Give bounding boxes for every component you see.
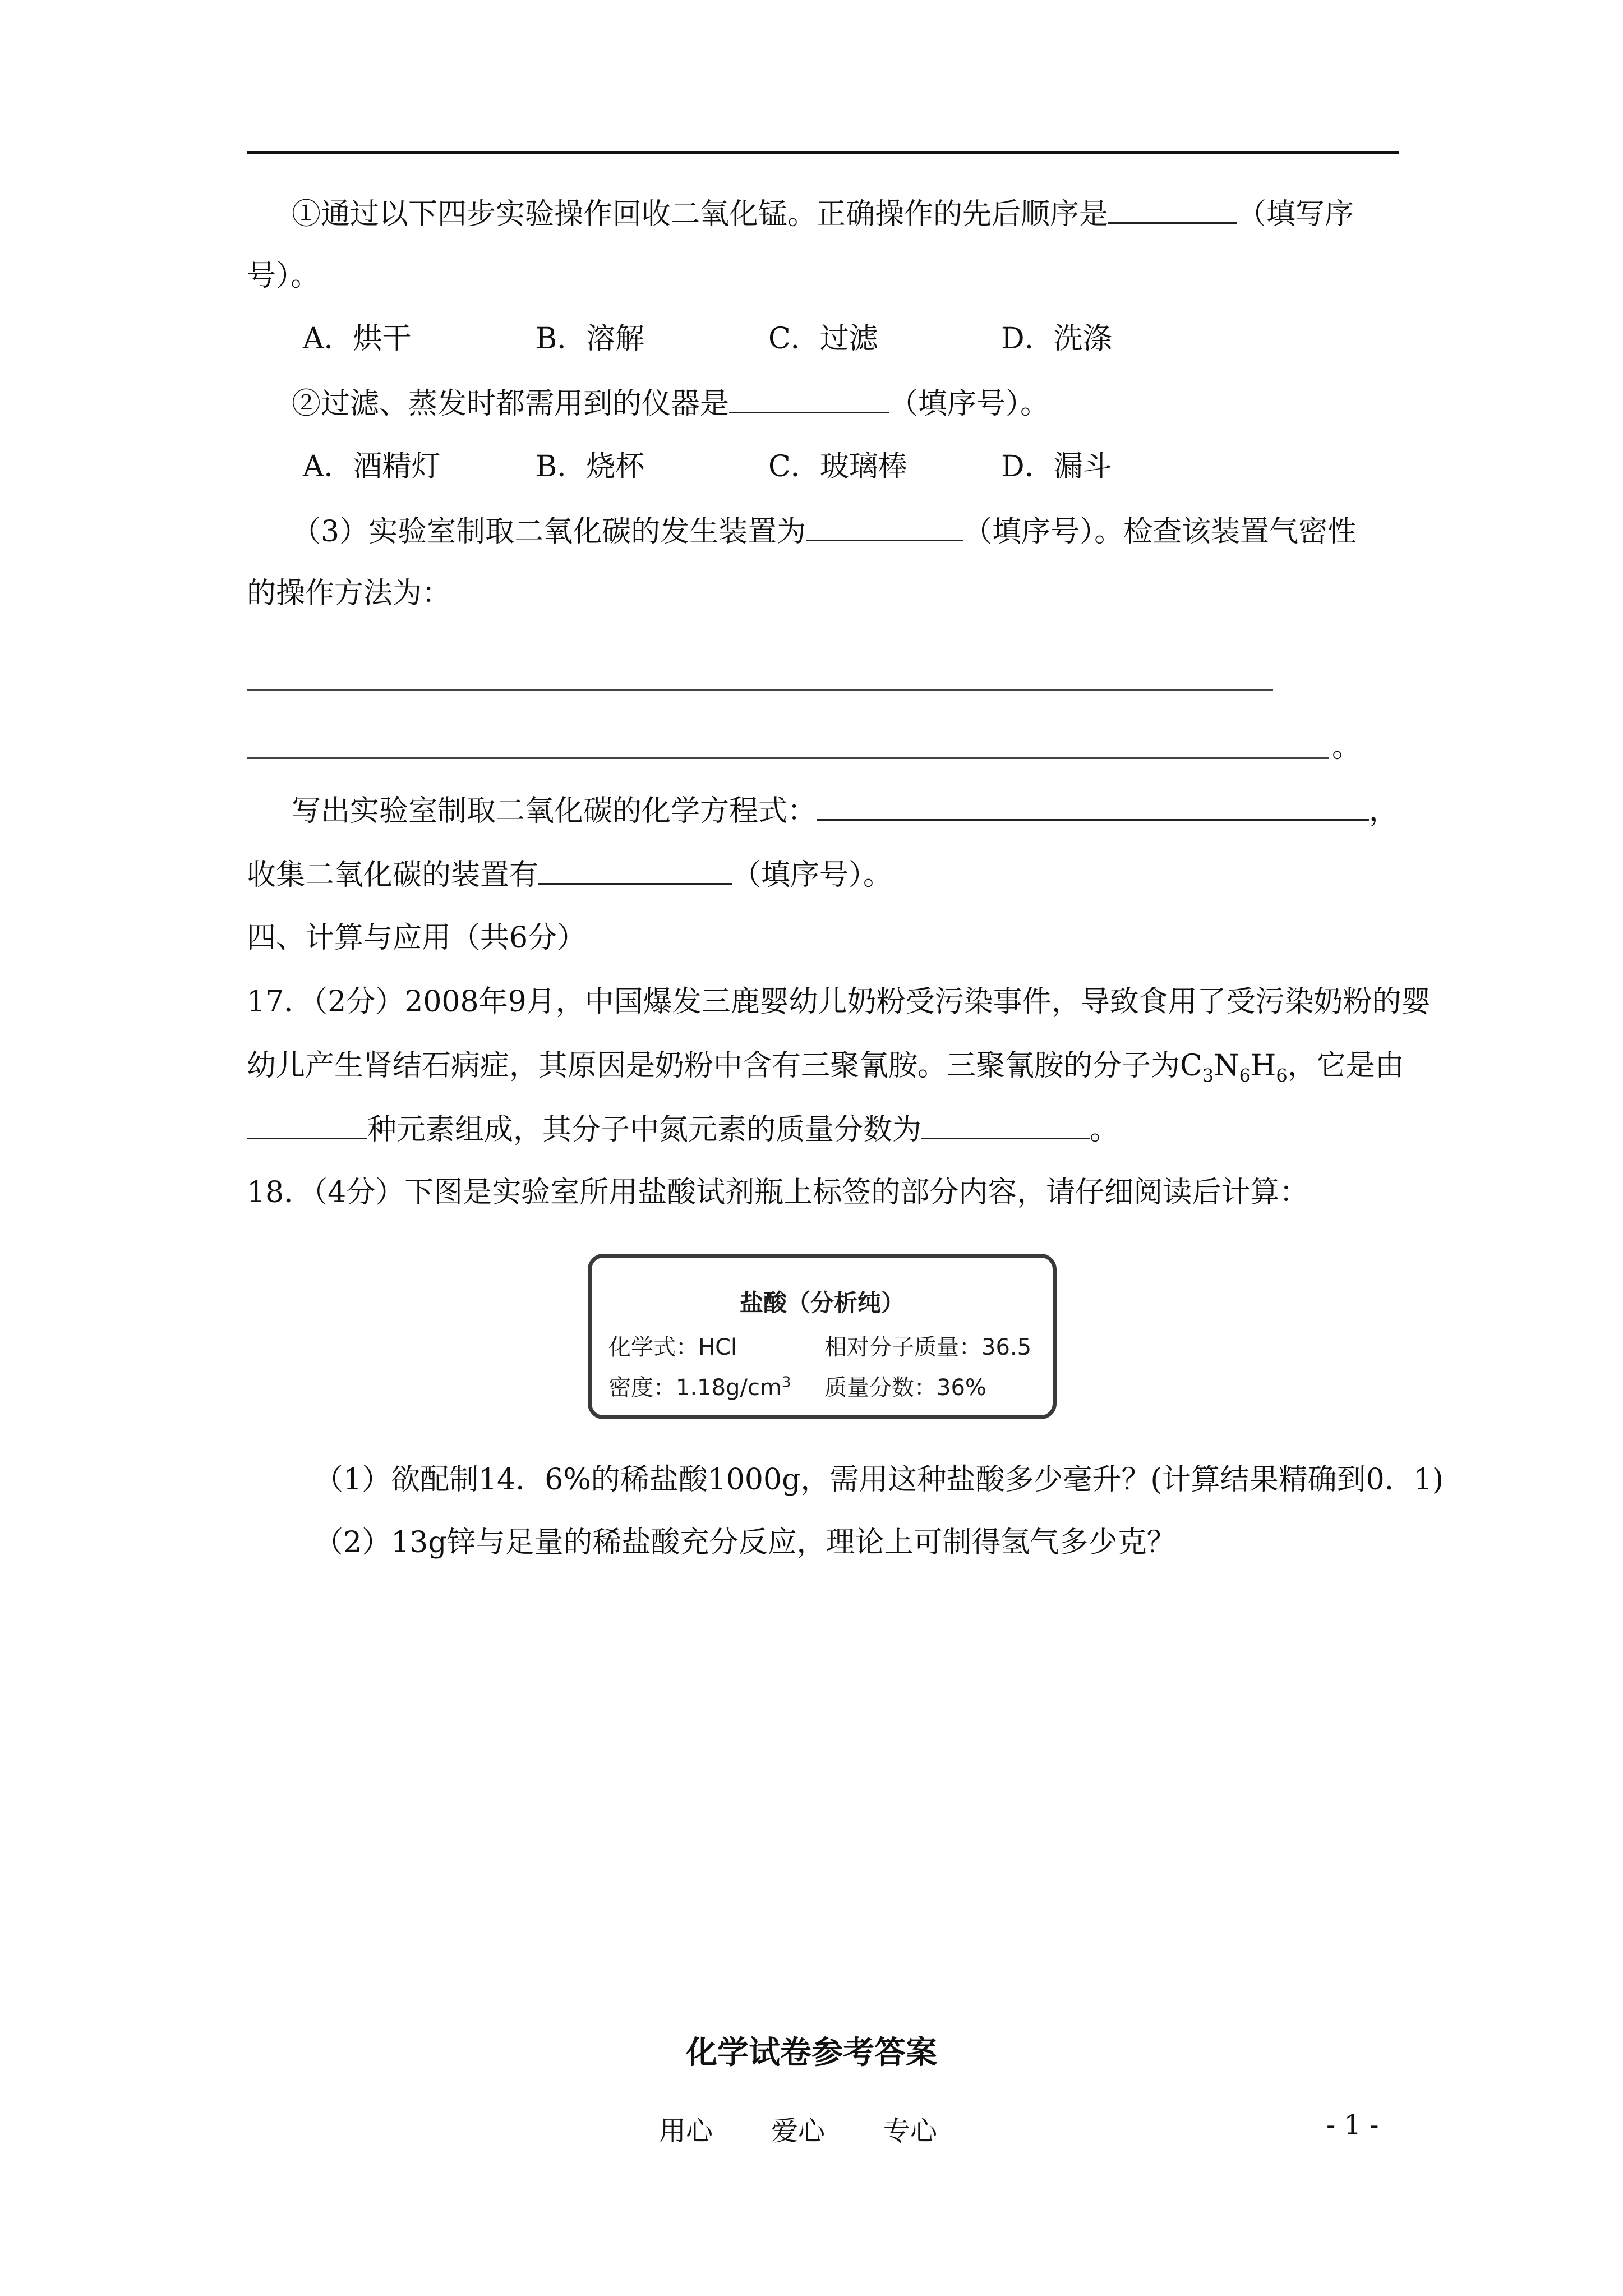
question-17-cont2: 种元素组成，其分子中氮元素的质量分数为 。 (247, 1106, 1119, 1152)
answer-blank[interactable] (1108, 191, 1237, 224)
answer-blank[interactable] (806, 508, 963, 541)
answer-line[interactable] (247, 757, 1329, 759)
answer-blank[interactable] (817, 788, 1369, 821)
melamine-formula: $C_3N_6H_6$ (1180, 1049, 1288, 1087)
footer-slogan-2: 爱心 (771, 2115, 826, 2147)
question-instrument: ②过滤、蒸发时都需用到的仪器是 （填序号）。 (292, 380, 1049, 426)
instrument-options (303, 444, 1234, 489)
question-17-cont: 幼儿产生肾结石病症，其原因是奶粉中含有三聚氰胺。三聚氰胺的分子为$C_3N_6H_6$，它是由 (247, 1049, 1404, 1087)
option-c: C．玻璃棒 (768, 450, 907, 484)
header-rule (247, 151, 1399, 154)
question-18: 18．（4分）下图是实验室所用盐酸试剂瓶上标签的部分内容，请仔细阅读后计算： (247, 1176, 1309, 1209)
option-c: C．过滤 (768, 322, 878, 356)
answer-key-title: 化学试卷参考答案 (686, 2034, 937, 2071)
question-3: （3）实验室制取二氧化碳的发生装置为 （填序号）。检查该装置气密性 (292, 508, 1357, 554)
label-mass-fraction: 质量分数：36% (824, 1375, 986, 1401)
question-17: 17．（2分）2008年9月，中国爆发三鹿婴幼儿奶粉受污染事件，导致食用了受污染奶粉的婴 (247, 985, 1431, 1019)
option-b: B．溶解 (536, 322, 645, 356)
footer-slogan-3: 专心 (883, 2115, 938, 2147)
answer-blank[interactable] (247, 1106, 367, 1139)
section-heading: 四、计算与应用（共6分） (247, 921, 587, 955)
answer-blank[interactable] (538, 852, 732, 885)
footer-slogan-1: 用心 (659, 2115, 713, 2147)
reagent-label-image (588, 1254, 1057, 1419)
question-18-part-1: （1）欲配制14．6%的稀盐酸1000g，需用这种盐酸多少毫升？(计算结果精确到0．1) (314, 1463, 1444, 1497)
question-operation-order: ①通过以下四步实验操作回收二氧化锰。正确操作的先后顺序是 （填写序 (292, 191, 1354, 237)
option-d: D．漏斗 (1001, 450, 1112, 484)
option-a: A．酒精灯 (303, 450, 441, 484)
period-mark: 。 (1332, 730, 1362, 764)
answer-blank[interactable] (921, 1106, 1090, 1139)
question-3-cont: 的操作方法为： (247, 577, 451, 610)
option-a: A．烘干 (303, 322, 412, 356)
question-equation: 写出实验室制取二氧化碳的化学方程式： ， (292, 788, 1398, 834)
option-d: D．洗涤 (1001, 322, 1112, 356)
page-number: - 1 - (1326, 2109, 1379, 2141)
answer-line[interactable] (247, 689, 1273, 691)
question-collect: 收集二氧化碳的装置有 （填序号）。 (247, 852, 892, 898)
question-operation-order-cont: 号）。 (247, 259, 320, 293)
answer-blank[interactable] (729, 380, 889, 413)
label-density: 密度：$1.18g/cm^3$ (608, 1374, 791, 1401)
label-molar-mass: 相对分子质量：36.5 (824, 1335, 1032, 1360)
operation-options (303, 316, 1234, 361)
label-title: 盐酸（分析纯） (739, 1289, 905, 1317)
option-b: B．烧杯 (536, 450, 645, 484)
question-18-part-2: （2）13g锌与足量的稀盐酸充分反应，理论上可制得氢气多少克？ (314, 1526, 1176, 1559)
label-formula: 化学式：HCl (608, 1335, 737, 1360)
